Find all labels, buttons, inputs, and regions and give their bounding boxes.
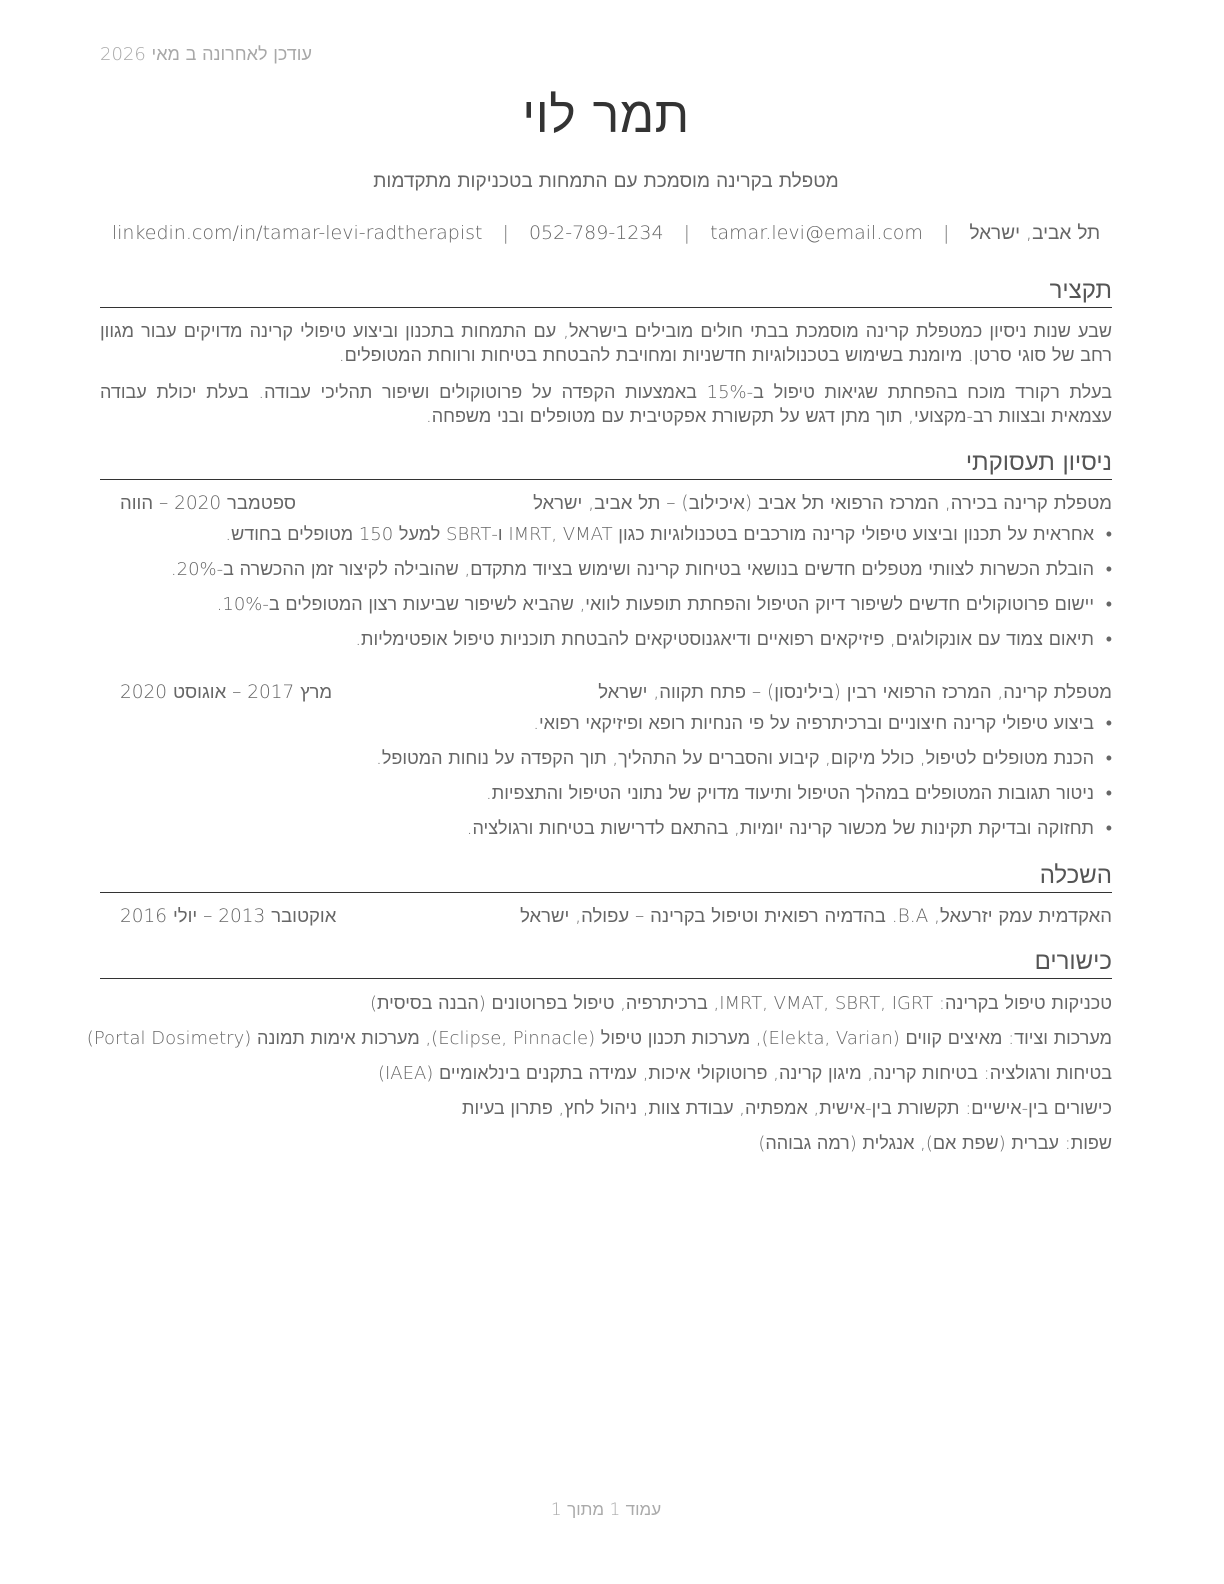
contact-phone[interactable]: 052-789-1234 — [528, 222, 664, 244]
list-item: • תחזוקה ובדיקת תקינות של מכשור קרינה יומיות, בהתאם לדרישות בטיחות ורגולציה. — [100, 817, 1112, 852]
summary-paragraph: שבע שנות ניסיון כמטפלת קרינה מוסמכת בבתי חולים מובילים בישראל, עם התמחות בתכנון וביצוע טיפולי קרינה מדויקים עבור מגוון רחב של סוגי סרטן. מיומנת בשימוש בטכנולוגיות חדשניות ומחויבת להבטחת בטיחות ורווחת המטופלים. — [100, 321, 1112, 366]
skill-item: בטיחות ורגולציה: בטיחות קרינה, מיגון קרינה, פרוטוקולי איכות, עמידה בתקנים בינלאומיים (IAEA) — [377, 1063, 1112, 1084]
list-item: • יישום פרוטוקולים חדשים לשיפור דיוק הטיפול והפחתת תופעות לוואי, שהביא לשיפור שביעות רצון המטופלים ב-10%. — [100, 593, 1112, 628]
skill-item: טכניקות טיפול בקרינה: IMRT, VMAT, SBRT, IGRT, ברכיתרפיה, טיפול בפרוטונים (הבנה בסיסית) — [369, 993, 1112, 1014]
section-title-skills: כישורים — [100, 945, 1112, 979]
section-title-education: השכלה — [100, 859, 1112, 893]
last-updated: עודכן לאחרונה ב מאי 2026 — [100, 44, 312, 65]
page-footer: עמוד 1 מתוך 1 — [550, 1500, 662, 1520]
section-title-summary: תקציר — [100, 274, 1112, 308]
list-item: • הובלת הכשרות לצוותי מטפלים חדשים בנושאי בטיחות קרינה ושימוש בציוד מתקדם, שהובילה לקיצור זמן ההכשרה ב-20%. — [100, 558, 1112, 593]
list-item: • הכנת מטופלים לטיפול, כולל מיקום, קיבוע והסברים על התהליך, תוך הקפדה על נוחות המטופל. — [100, 747, 1112, 782]
education-row — [100, 905, 1112, 931]
job-heading-row — [100, 492, 1112, 518]
job-bullets — [100, 712, 1112, 852]
job-dates: מרץ 2017 – אוגוסט 2020 — [120, 682, 333, 703]
skill-item: שפות: עברית (שפת אם), אנגלית (רמה גבוהה) — [758, 1133, 1112, 1154]
job-dates: ספטמבר 2020 – הווה — [120, 493, 297, 514]
contact-line — [100, 222, 1112, 245]
section-title-experience: ניסיון תעסוקתי — [100, 446, 1112, 480]
resume-page — [86, 0, 1112, 1584]
education-heading: האקדמית עמק יזרעאל, B.A. בהדמיה רפואית וטיפול בקרינה – עפולה, ישראל — [520, 906, 1112, 927]
skills-list — [86, 992, 1112, 1167]
candidate-subtitle: מטפלת בקרינה מוסמכת עם התמחות בטכניקות מתקדמות — [373, 170, 839, 192]
candidate-name: תמר לוי — [522, 86, 690, 144]
job-title: מטפלת קרינה בכירה, המרכז הרפואי תל אביב (איכילוב) – תל אביב, ישראל — [533, 493, 1112, 514]
list-item: • אחראית על תכנון וביצוע טיפולי קרינה מורכבים בטכנולוגיות כגון IMRT, VMAT ו-SBRT למעל 150 מטופלים בחודש. — [100, 523, 1112, 558]
education-dates: אוקטובר 2013 – יולי 2016 — [120, 906, 337, 927]
job-bullets — [100, 523, 1112, 663]
contact-separator: | — [683, 222, 691, 244]
contact-separator: | — [502, 222, 509, 244]
list-item: • ניטור תגובות המטופלים במהלך הטיפול ותיעוד מדויק של נתוני הטיפול והתצפיות. — [100, 782, 1112, 817]
contact-location: תל אביב, ישראל — [969, 222, 1101, 244]
contact-linkedin[interactable]: linkedin.com/in/tamar-levi-radtherapist — [111, 222, 483, 244]
job-heading-row — [100, 681, 1112, 707]
list-item: • תיאום צמוד עם אונקולוגים, פיזיקאים רפואיים ודיאגנוסטיקאים להבטחת תוכניות טיפול אופטימליות. — [100, 628, 1112, 663]
job-title: מטפלת קרינה, המרכז הרפואי רבין (בילינסון) – פתח תקווה, ישראל — [598, 682, 1112, 703]
list-item: • ביצוע טיפולי קרינה חיצוניים וברכיתרפיה על פי הנחיות רופא ופיזיקאי רפואי. — [100, 712, 1112, 747]
summary-paragraph: בעלת רקורד מוכח בהפחתת שגיאות טיפול ב-15% באמצעות הקפדה על פרוטוקולים ושיפור תהליכי עבודה. בעלת יכולת עבודה עצמאית ובצוות רב-מקצועי, תוך מתן דגש על תקשורת אפקטיבית עם מטופלים ובני משפחה. — [100, 382, 1112, 427]
contact-separator: | — [942, 222, 950, 244]
contact-email[interactable]: tamar.levi@email.com — [710, 222, 923, 244]
skill-item: מערכות וציוד: מאיצים קווים (Elekta, Varian), מערכות תכנון טיפול (Eclipse, Pinnacle), מערכות אימות תמונה (Portal Dosimetry) — [86, 1028, 1112, 1049]
skill-item: כישורים בין-אישיים: תקשורת בין-אישית, אמפתיה, עבודת צוות, ניהול לחץ, פתרון בעיות — [462, 1098, 1112, 1119]
